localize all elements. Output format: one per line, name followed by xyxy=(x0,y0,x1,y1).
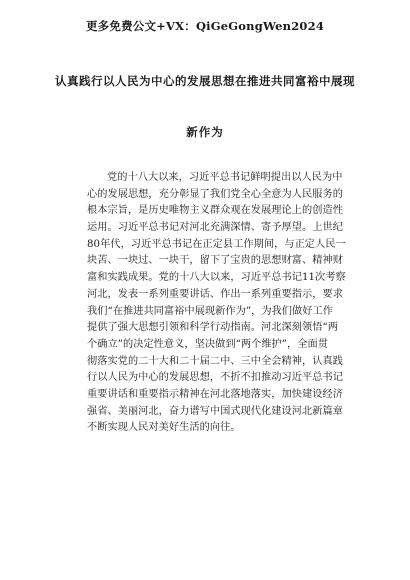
body-line: 彻落实党的二十大和二十届二中、三中全会精神，认真践 xyxy=(87,355,343,367)
body-line: 我们“在推进共同富裕中展现新作为”，为我们做好工作 xyxy=(87,305,333,317)
body-line: 运用。习近平总书记对河北充满深情、寄予厚望。上世纪 xyxy=(87,222,343,234)
body-line: 不断实现人民对美好生活的向往。 xyxy=(87,422,241,434)
body-line: 重要讲话和重要指示精神在河北落地落实，加快建设经济 xyxy=(87,388,343,400)
document-title-line-1: 认真践行以人民为中心的发展思想在推进共同富裕中展现 xyxy=(55,74,355,88)
body-line: 根本宗旨，是历史唯物主义群众观在发展理论上的创造性 xyxy=(87,205,343,217)
body-line: 强省、美丽河北，奋力谱写中国式现代化建设河北新篇章 xyxy=(87,405,343,417)
body-line: 富和实践成果。党的十八大以来，习近平总书记11次考察 xyxy=(87,272,346,284)
body-line: 心的发展思想，充分彰显了我们党全心全意为人民服务的 xyxy=(87,188,343,200)
body-line: 行以人民为中心的发展思想，不折不扣推动习近平总书记 xyxy=(87,372,343,384)
body-line: 河北，发表一系列重要讲话、作出一系列重要指示，要求 xyxy=(87,288,343,300)
document-title-line-2: 新作为 xyxy=(186,125,224,139)
body-line: 块苦、一块过、一块干，留下了宝贵的思想财富、精神财 xyxy=(87,255,343,267)
body-line: 个确立”的决定性意义，坚决做到“两个维护”，全面贯 xyxy=(87,338,328,350)
body-line: 党的十八大以来，习近平总书记鲜明提出以人民为中 xyxy=(107,172,343,183)
body-line: 提供了强大思想引领和科学行动指南。河北深刻领悟“两 xyxy=(87,322,338,334)
body-line: 80年代，习近平总书记在正定县工作期间，与正定人民一 xyxy=(87,238,346,250)
body-paragraph xyxy=(87,170,346,437)
header-promo-text: 更多免费公文+VX：QiGeGongWen2024 xyxy=(85,19,325,33)
